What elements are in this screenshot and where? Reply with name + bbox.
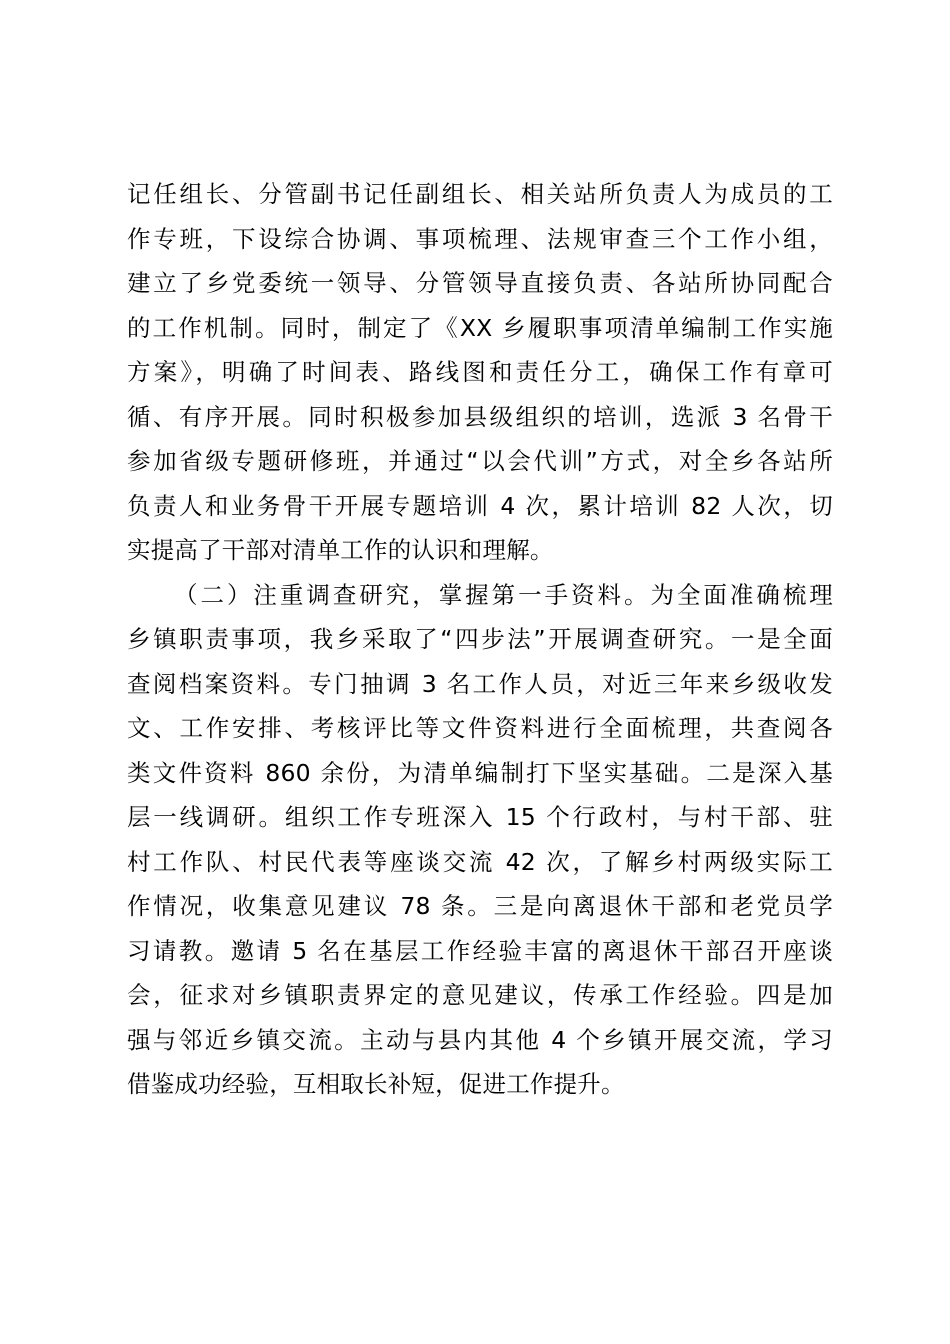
- text-line: 会，征求对乡镇职责界定的意见建议，传承工作经验。四是加: [127, 981, 833, 1009]
- section-heading-line: （二）注重调查研究，掌握第一手资料。为全面准确梳理: [174, 580, 833, 609]
- paragraph-end-line: 借鉴成功经验，互相取长补短，促进工作提升。: [127, 1070, 625, 1098]
- body-text: [127, 172, 833, 1107]
- text-line: 作情况，收集意见建议 78 条。三是向离退休干部和老党员学: [127, 892, 833, 920]
- text-line: 习请教。邀请 5 名在基层工作经验丰富的离退休干部召开座谈: [127, 936, 833, 965]
- text-line: 乡镇职责事项，我乡采取了“四步法”开展调查研究。一是全面: [127, 625, 833, 653]
- text-line: 强与邻近乡镇交流。主动与县内其他 4 个乡镇开展交流，学习: [127, 1025, 833, 1054]
- text-line: 记任组长、分管副书记任副组长、相关站所负责人为成员的工: [127, 180, 833, 208]
- text-line: 方案》，明确了时间表、路线图和责任分工，确保工作有章可: [127, 358, 833, 386]
- text-line: 参加省级专题研修班，并通过“以会代训”方式，对全乡各站所: [127, 447, 833, 475]
- text-line: 负责人和业务骨干开展专题培训 4 次，累计培训 82 人次，切: [127, 491, 833, 520]
- text-line: 的工作机制。同时，制定了《XX 乡履职事项清单编制工作实施: [127, 313, 833, 342]
- text-line: 类文件资料 860 余份，为清单编制打下坚实基础。二是深入基: [127, 758, 833, 787]
- text-line: 循、有序开展。同时积极参加县级组织的培训，选派 3 名骨干: [127, 402, 833, 431]
- text-line: 作专班，下设综合协调、事项梳理、法规审查三个工作小组，: [127, 224, 833, 253]
- text-line: 村工作队、村民代表等座谈交流 42 次，了解乡村两级实际工: [127, 847, 833, 876]
- text-line: 建立了乡党委统一领导、分管领导直接负责、各站所协同配合: [127, 269, 833, 297]
- text-line: 查阅档案资料。专门抽调 3 名工作人员，对近三年来乡级收发: [127, 669, 833, 698]
- text-line: 文、工作安排、考核评比等文件资料进行全面梳理，共查阅各: [127, 714, 833, 742]
- paragraph-end-line: 实提高了干部对清单工作的认识和理解。: [127, 536, 554, 564]
- text-line: 层一线调研。组织工作专班深入 15 个行政村，与村干部、驻: [127, 803, 833, 831]
